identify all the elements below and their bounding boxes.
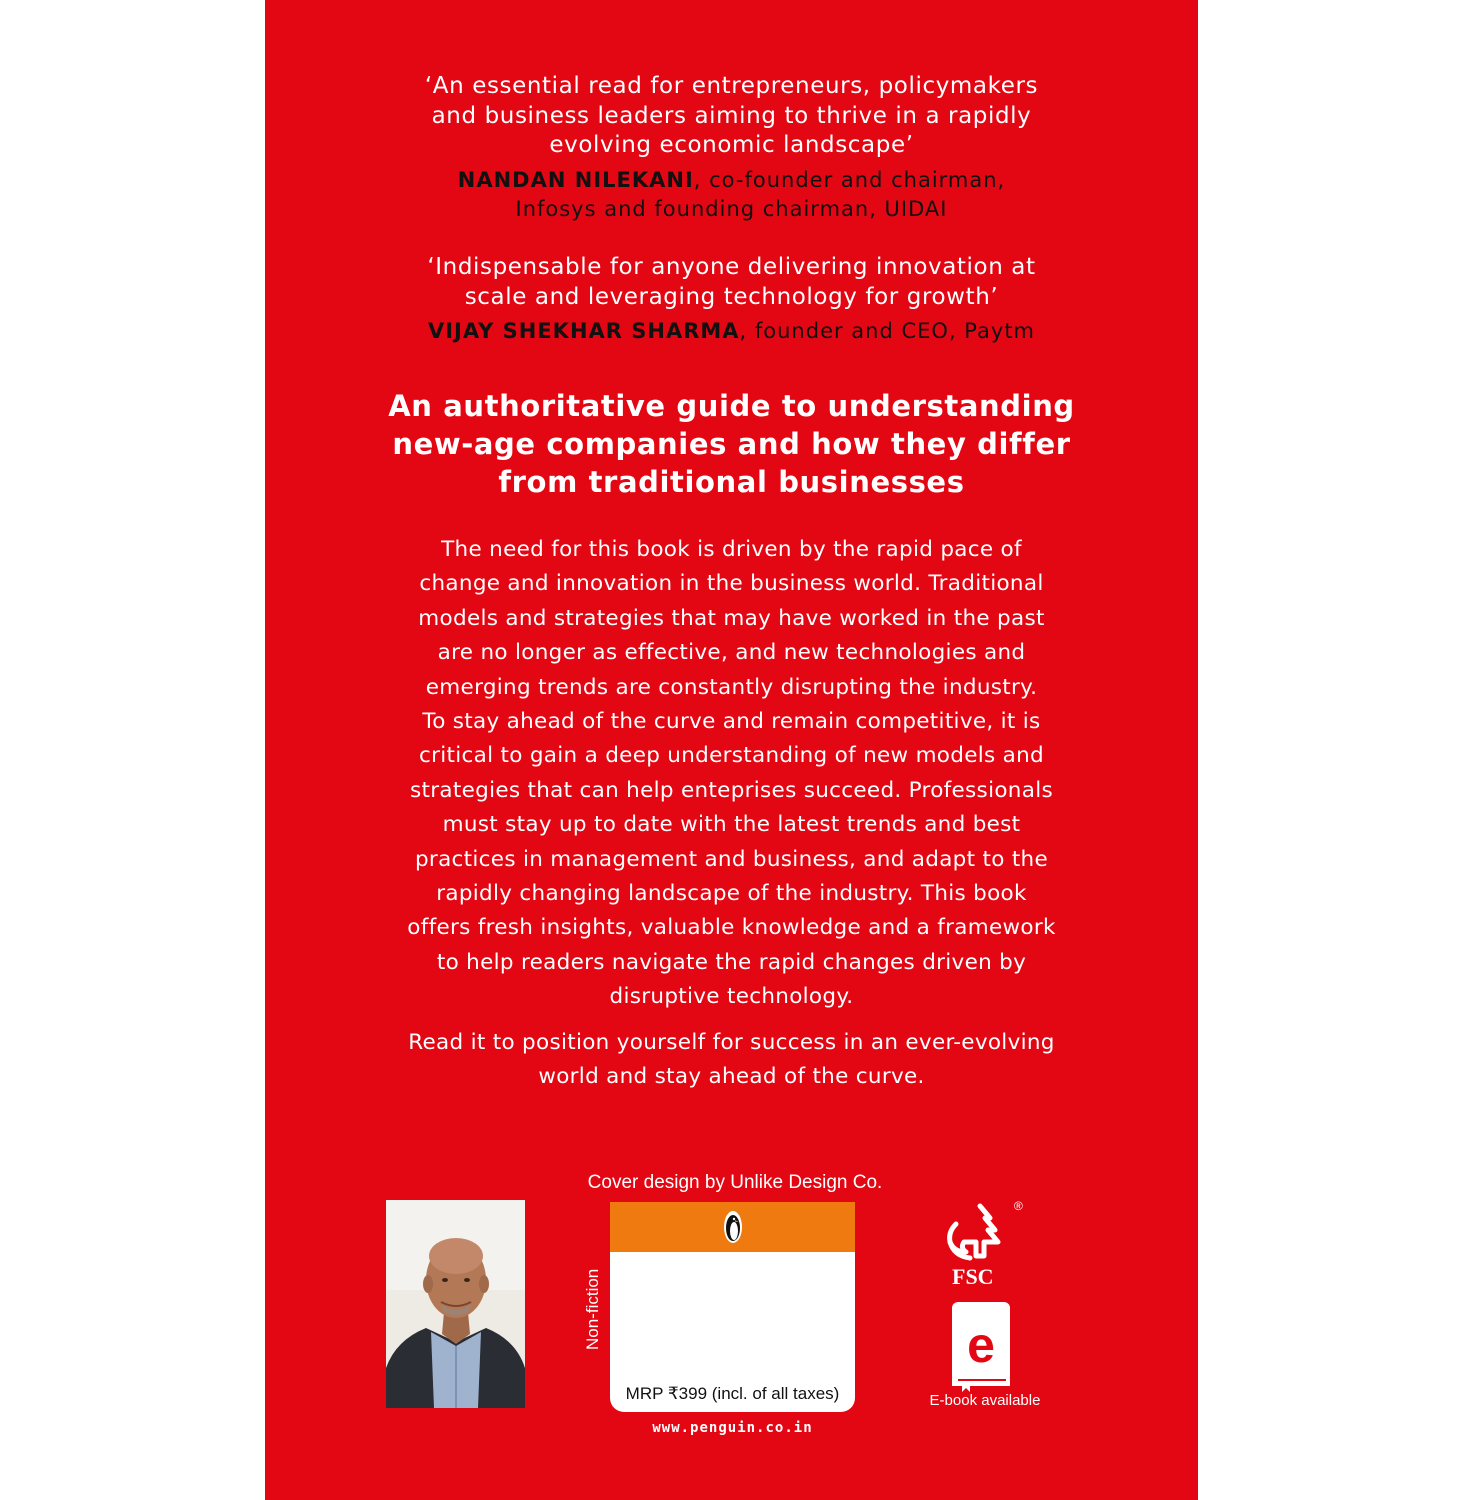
blurb-line: Read it to position yourself for success in an ever-evolving — [408, 1030, 1055, 1055]
blurb-line: practices in management and business, and adapt to the — [414, 846, 1048, 872]
headline-line: An authoritative guide to understanding — [388, 389, 1075, 423]
quote-2-line: scale and leveraging technology for growth’ — [464, 283, 999, 310]
penguin-logo-icon — [723, 1210, 743, 1244]
blurb-line: critical to gain a deep understanding of new models and — [419, 743, 1044, 769]
category-label: Non-fiction — [583, 1268, 602, 1350]
blurb-line: to help readers navigate the rapid changes driven by — [436, 949, 1027, 975]
fsc-tree-icon — [940, 1196, 1025, 1288]
blurb-line: must stay up to date with the latest trends and best — [442, 812, 1021, 838]
back-cover — [265, 0, 1198, 1500]
penguin-band — [610, 1202, 855, 1252]
quote-1 — [265, 72, 1198, 161]
cover-design-credit: Cover design by Unlike Design Co. — [587, 1172, 883, 1193]
quote-1-attribution — [265, 166, 1198, 224]
blurb-line: strategies that can help enteprises succeed. Professionals — [410, 777, 1053, 803]
attribution-name: NANDAN NILEKANI — [457, 168, 694, 192]
blurb-line: world and stay ahead of the curve. — [538, 1064, 925, 1090]
author-portrait-image — [386, 1200, 525, 1408]
blurb-paragraph-1 — [325, 533, 1138, 1015]
headline-line: from traditional businesses — [498, 465, 965, 499]
headline — [265, 387, 1198, 501]
blurb-line: rapidly changing landscape of the industry. This book — [436, 881, 1027, 907]
fsc-label: FSC — [952, 1264, 994, 1288]
quote-1-line: and business leaders aiming to thrive in a rapidly — [431, 102, 1032, 129]
blurb-line: To stay ahead of the curve and remain competitive, it is — [422, 709, 1041, 735]
quote-2 — [265, 253, 1198, 312]
quote-2-line: ‘Indispensable for anyone delivering innovation at — [427, 254, 1036, 280]
fsc-registered-mark: ® — [1014, 1199, 1023, 1213]
blurb-paragraph-2 — [325, 1026, 1138, 1095]
blurb-line: offers fresh insights, valuable knowledge and a framework — [407, 915, 1056, 941]
blurb-line: models and strategies that may have worked in the past — [418, 605, 1045, 631]
ebook-icon — [948, 1300, 1018, 1392]
attribution-name: VIJAY SHEKHAR SHARMA — [427, 319, 740, 343]
blurb-line: emerging trends are constantly disrupting the industry. — [425, 674, 1038, 700]
attribution-role: , co-founder and chairman, — [693, 168, 1006, 192]
svg-text:e: e — [967, 1317, 995, 1373]
attribution-role: Infosys and founding chairman, UIDAI — [515, 197, 948, 221]
ebook-available-label: E-book available — [929, 1392, 1041, 1409]
author-photo — [386, 1200, 525, 1408]
price-label: MRP ₹399 (incl. of all taxes) — [625, 1384, 840, 1403]
blurb-line: are no longer as effective, and new technologies and — [437, 640, 1026, 666]
price-panel — [610, 1202, 855, 1412]
headline-line: new-age companies and how they differ — [392, 427, 1071, 461]
publisher-url: www.penguin.co.in — [652, 1420, 813, 1436]
attribution-role: , founder and CEO, Paytm — [739, 319, 1036, 343]
quote-1-line: ‘An essential read for entrepreneurs, policymakers — [424, 73, 1039, 99]
blurb-line: change and innovation in the business world. Traditional — [419, 571, 1044, 597]
quote-2-attribution — [265, 317, 1198, 346]
blurb-line: The need for this book is driven by the rapid pace of — [441, 537, 1022, 562]
blurb-line: disruptive technology. — [609, 984, 854, 1010]
quote-1-line: evolving economic landscape’ — [549, 132, 914, 158]
